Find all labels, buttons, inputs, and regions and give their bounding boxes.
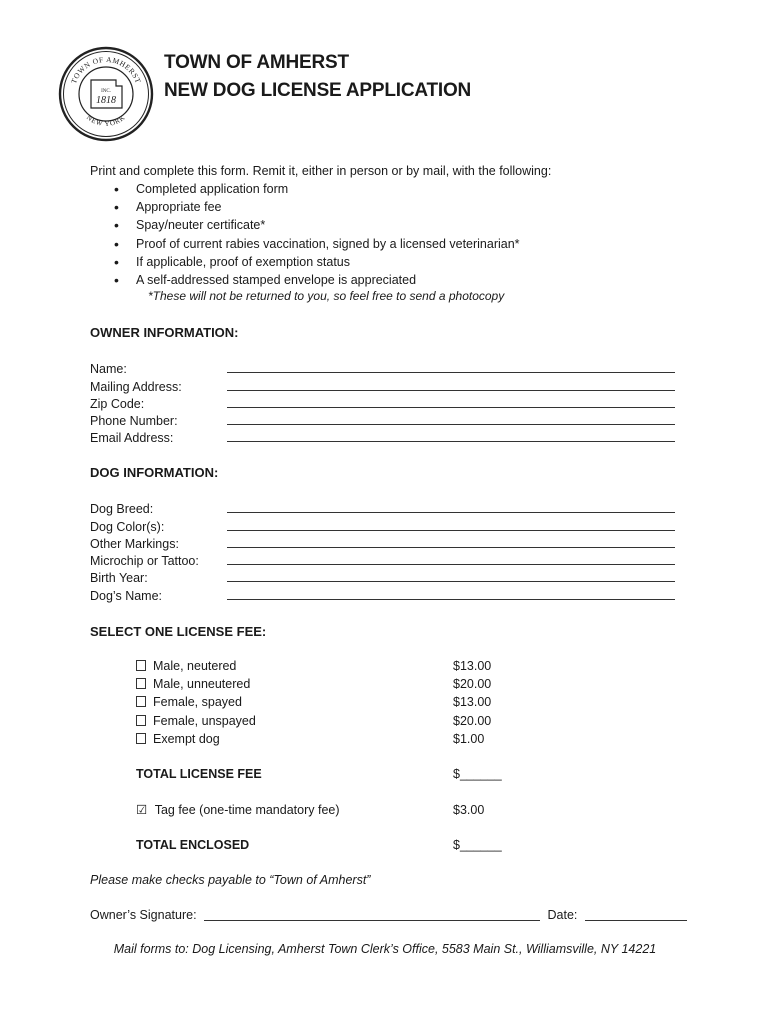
- list-item: • Appropriate fee: [110, 198, 520, 216]
- list-item: • Completed application form: [110, 180, 520, 198]
- fee-price: $1.00: [453, 731, 485, 746]
- owner-fields: [90, 359, 675, 445]
- fee-price: $20.00: [453, 713, 492, 728]
- dog-name-field[interactable]: [227, 587, 675, 600]
- checkbox[interactable]: [136, 715, 146, 726]
- microchip-field[interactable]: [227, 552, 675, 565]
- checkbox[interactable]: [136, 696, 146, 707]
- owner-address-row: [90, 376, 675, 393]
- microchip-row: [90, 551, 675, 568]
- fee-option[interactable]: [136, 730, 516, 748]
- owner-name-row: [90, 359, 675, 376]
- mailing-address-field[interactable]: [227, 378, 675, 391]
- seal-top-text: TOWN OF AMHERST: [69, 54, 143, 85]
- requirements-note: *These will not be returned to you, so feel free to send a photocopy: [148, 289, 505, 303]
- signature-row: [90, 906, 680, 924]
- dog-color-row: [90, 516, 675, 533]
- fee-price: $20.00: [453, 677, 492, 692]
- field-label: Phone Number:: [90, 414, 178, 429]
- seal-bottom-text: NEW YORK: [84, 113, 128, 129]
- owner-phone-row: [90, 411, 675, 428]
- birth-year-row: [90, 568, 675, 585]
- field-label: Mailing Address:: [90, 379, 182, 394]
- dog-breed-row: [90, 499, 675, 516]
- list-item: • If applicable, proof of exemption status: [110, 253, 520, 271]
- seal-inc: INC.: [101, 89, 111, 94]
- mail-instructions: Mail forms to: Dog Licensing, Amherst Town Clerk’s Office, 5583 Main St., Williamsville, NY 14221: [113, 942, 657, 956]
- birth-year-field[interactable]: [227, 569, 675, 582]
- email-address-field[interactable]: [227, 429, 675, 442]
- fee-option[interactable]: [136, 712, 516, 730]
- fee-price: $13.00: [453, 659, 492, 673]
- checkbox[interactable]: [136, 733, 146, 744]
- field-label: Name:: [90, 362, 127, 377]
- other-markings-row: [90, 534, 675, 551]
- checks-note: Please make checks payable to “Town of Amherst”: [90, 873, 371, 887]
- fee-price: $13.00: [453, 695, 492, 710]
- phone-number-field[interactable]: [227, 412, 675, 425]
- town-title: TOWN OF AMHERST: [164, 52, 349, 73]
- tag-fee-label: Tag fee (one-time mandatory fee): [154, 803, 340, 817]
- field-label: Dog Color(s):: [90, 519, 165, 534]
- list-item: • A self-addressed stamped envelope is appreciated: [110, 271, 520, 289]
- fee-option[interactable]: [136, 693, 516, 711]
- dog-heading: DOG INFORMATION:: [90, 465, 219, 480]
- fee-option[interactable]: [136, 657, 516, 675]
- form-title: NEW DOG LICENSE APPLICATION: [164, 80, 472, 101]
- list-item: • Spay/neuter certificate*: [110, 216, 520, 234]
- owner-email-row: [90, 428, 675, 445]
- date-label: Date:: [547, 908, 578, 922]
- fee-label: Female, unspayed: [153, 713, 256, 728]
- field-label: Email Address:: [90, 431, 174, 446]
- dog-name-row: [90, 585, 675, 602]
- requirements-list: [110, 180, 520, 289]
- field-label: Zip Code:: [90, 396, 145, 411]
- tag-fee-row: [136, 801, 340, 819]
- date-field[interactable]: [585, 908, 687, 921]
- town-seal: [58, 46, 154, 142]
- fee-label: Female, spayed: [153, 695, 242, 710]
- owner-heading: OWNER INFORMATION:: [90, 325, 239, 340]
- dog-color-field[interactable]: [227, 518, 675, 531]
- checkbox[interactable]: [136, 660, 146, 671]
- total-enclosed-label: TOTAL ENCLOSED: [136, 838, 250, 852]
- tag-fee-price: $3.00: [453, 803, 485, 817]
- field-label: Dog’s Name:: [90, 588, 163, 603]
- name-field[interactable]: [227, 360, 675, 373]
- town-seal-graphic: [58, 46, 154, 142]
- fee-option[interactable]: [136, 675, 516, 693]
- fee-options: [136, 657, 516, 748]
- field-label: Microchip or Tattoo:: [90, 554, 199, 569]
- seal-year: 1818: [96, 95, 116, 106]
- intro-text: Print and complete this form. Remit it, either in person or by mail, with the following:: [90, 164, 552, 178]
- dog-fields: [90, 499, 675, 603]
- other-markings-field[interactable]: [227, 535, 675, 548]
- field-label: Other Markings:: [90, 536, 179, 551]
- total-license-fee-label: TOTAL LICENSE FEE: [136, 767, 262, 781]
- signature-field[interactable]: [204, 908, 540, 921]
- list-item: • Proof of current rabies vaccination, signed by a licensed veterinarian*: [110, 235, 520, 253]
- field-label: Dog Breed:: [90, 502, 154, 517]
- fee-label: Male, unneutered: [153, 677, 251, 692]
- checkbox[interactable]: [136, 678, 146, 689]
- fee-label: Exempt dog: [153, 731, 220, 746]
- fee-label: Male, neutered: [153, 659, 237, 673]
- total-enclosed-value[interactable]: $______: [453, 838, 502, 852]
- dog-breed-field[interactable]: [227, 500, 675, 513]
- fee-heading: SELECT ONE LICENSE FEE:: [90, 624, 267, 639]
- signature-label: Owner’s Signature:: [90, 908, 197, 922]
- svg-text:NEW YORK: [85, 113, 127, 128]
- checked-checkbox-icon[interactable]: ☑: [136, 803, 148, 817]
- total-license-fee-value[interactable]: $______: [453, 767, 502, 781]
- field-label: Birth Year:: [90, 571, 148, 586]
- zip-code-field[interactable]: [227, 395, 675, 408]
- owner-zip-row: [90, 394, 675, 411]
